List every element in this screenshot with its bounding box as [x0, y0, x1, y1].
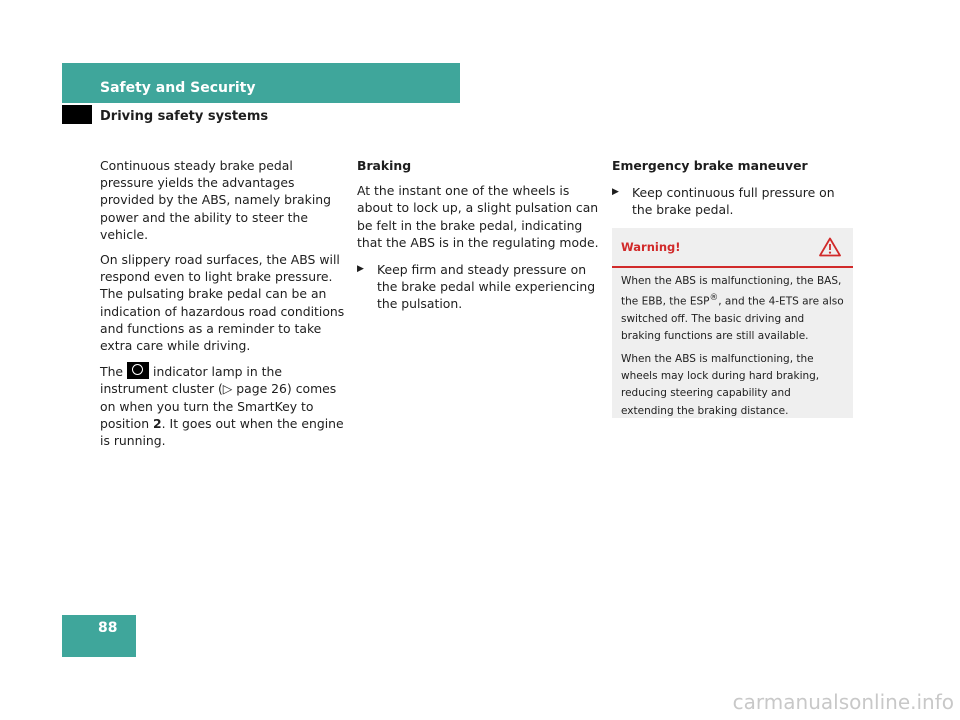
- column-3: [612, 157, 857, 227]
- triangle-bullet-icon: ▶: [357, 264, 364, 275]
- paragraph: At the instant one of the wheels is about to lock up, a slight pulsation can be felt in the brake pedal, indicating that the ABS is in the regulating mode.: [357, 183, 599, 250]
- triangle-bullet-icon: ▶: [612, 187, 619, 198]
- warning-box: [612, 228, 853, 418]
- paragraph: [100, 362, 345, 449]
- warning-header: [612, 228, 853, 268]
- warning-text: When the ABS is malfunctioning, the BAS, the EBB, the ESP: [621, 275, 842, 308]
- warning-text: , and the 4-ETS are also switched off. The basic driving and braking functions are still available.: [621, 295, 844, 343]
- warning-label: Warning!: [621, 240, 681, 254]
- abs-indicator-lamp-icon: [127, 362, 149, 379]
- bullet-text: Keep firm and steady pressure on the brake pedal while experiencing the pulsation.: [377, 262, 596, 312]
- subsection-marker: [62, 105, 92, 124]
- instruction-bullet: [357, 261, 602, 313]
- paragraph-text: . It goes out when the engine is running.: [100, 415, 344, 449]
- section-title: Safety and Security: [100, 80, 256, 96]
- warning-paragraph: [621, 273, 844, 346]
- warning-triangle-icon: [819, 237, 841, 257]
- column-1: [100, 157, 345, 457]
- warning-paragraph: When the ABS is malfunctioning, the wheels may lock during hard braking, reducing steering capability and extending the braking distance.: [621, 352, 820, 417]
- column-2: [357, 157, 602, 321]
- paragraph: On slippery road surfaces, the ABS will respond even to light brake pressure. The pulsating brake pedal can be an indication of hazardous road conditions and functions as a reminder to take extra care while driving.: [100, 252, 345, 354]
- paragraph-text: The: [100, 364, 124, 380]
- paragraph-text: indicator lamp in the instrument cluster (▷ page 26) comes on when you turn the SmartKey to position: [100, 364, 337, 431]
- watermark: carmanualsonline.info: [732, 690, 954, 714]
- warning-body: [612, 268, 853, 420]
- emergency-heading: Emergency brake maneuver: [612, 158, 808, 173]
- bullet-text: Keep continuous full pressure on the brake pedal.: [632, 185, 835, 218]
- braking-heading: Braking: [357, 158, 412, 173]
- instruction-bullet: [612, 184, 857, 218]
- key-position: 2: [153, 415, 162, 431]
- paragraph: Continuous steady brake pedal pressure yields the advantages provided by the ABS, namely braking power and the ability to steer the vehicle.: [100, 158, 331, 242]
- registered-mark: ®: [709, 293, 719, 304]
- page-number: 88: [98, 620, 118, 636]
- subsection-title: Driving safety systems: [100, 109, 269, 124]
